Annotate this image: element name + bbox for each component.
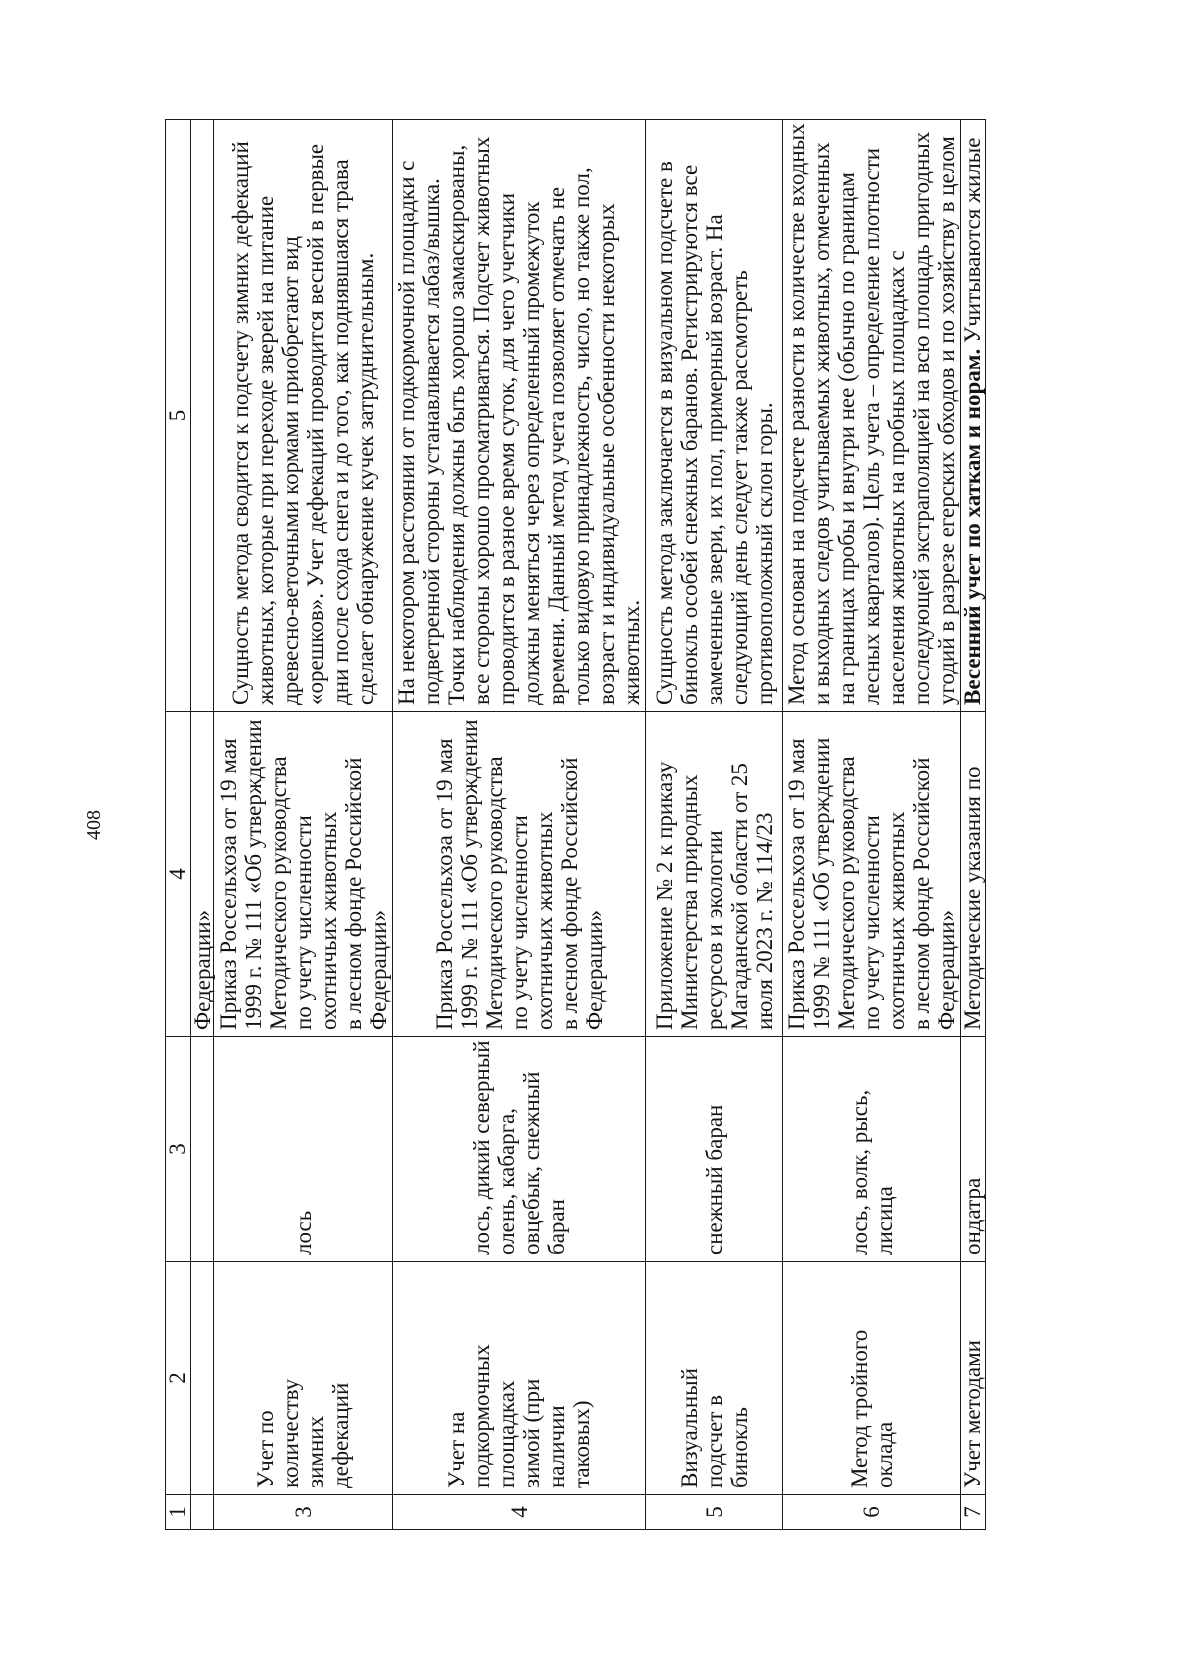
row-number-cell: 4 bbox=[393, 1495, 646, 1530]
continuation-cell-3 bbox=[191, 1037, 214, 1262]
species-cell: лось, дикий северный олень, кабарга, овцебык, снежный баран bbox=[393, 1037, 646, 1262]
continuation-cell-5 bbox=[191, 120, 214, 712]
document-cell: Приложение № 2 к приказу Министерства природных ресурсов и экологии Магаданской области от 25 июля 2023 г. № 114/23 bbox=[646, 712, 783, 1037]
document-cell: Приказ Россельхоза от 19 мая 1999 № 111 «Об утверждении Методического руководства по учету численности охотничьих животных в лесном фонде Российской Федерации» bbox=[783, 712, 961, 1037]
table-row bbox=[961, 120, 986, 1530]
row-number-cell: 5 bbox=[646, 1495, 783, 1530]
species-cell: ондатра bbox=[961, 1037, 986, 1262]
table-row bbox=[783, 120, 961, 1530]
row-number-cell: 7 bbox=[961, 1495, 986, 1530]
description-cell: На некотором расстоянии от подкормочной площадки с подветренной стороны устанавливается лабаз/вышка. Точки наблюдения должны быть хорошо замаскированы, все стороны хорошо просматриваться. Подсчет животных проводится в разное время суток, для чего учетчики должны меняться через определенный промежуток времени. Данный метод учета позволяет отмечать не только видовую принадлежность, число, но также пол, возраст и индивидуальные особенности некоторых животных. bbox=[393, 120, 646, 712]
method-cell: Учет на подкормочных площадках зимой (при наличии таковых) bbox=[393, 1262, 646, 1495]
header-col-3: 3 bbox=[166, 1037, 191, 1262]
description-cell: Сущность метода сводится к подсчету зимних дефекаций животных, которые при переходе зверей на питание древесно-веточными кормами приобретают вид «орешков». Учет дефекаций проводится весной в первые дни после схода снега и до того, как поднявшаяся трава сделает обнаружение кучек затруднительным. bbox=[214, 120, 393, 712]
method-cell: Визуальный подсчет в бинокль bbox=[646, 1262, 783, 1495]
header-col-5: 5 bbox=[166, 120, 191, 712]
description-bold-text: Весенний учет по хаткам и норам. bbox=[960, 348, 985, 705]
page-number: 408 bbox=[83, 810, 105, 840]
species-cell: лось, волк, рысь, лисица bbox=[783, 1037, 961, 1262]
continuation-cell-1 bbox=[191, 1495, 214, 1530]
header-col-1: 1 bbox=[166, 1495, 191, 1530]
species-cell: лось bbox=[214, 1037, 393, 1262]
table-header-row bbox=[166, 120, 191, 1530]
continuation-cell-2 bbox=[191, 1262, 214, 1495]
description-text: Учитываются жилые bbox=[960, 137, 985, 349]
row-number-cell: 6 bbox=[783, 1495, 961, 1530]
method-cell: Метод тройного оклада bbox=[783, 1262, 961, 1495]
continuation-document-cell: Федерации» bbox=[191, 712, 214, 1037]
document-cell: Приказ Россельхоза от 19 мая 1999 г. № 111 «Об утверждении Методического руководства по учету численности охотничьих животных в лесном фонде Российской Федерации» bbox=[214, 712, 393, 1037]
method-cell: Учет по количеству зимних дефекаций bbox=[214, 1262, 393, 1495]
table-row bbox=[646, 120, 783, 1530]
table-row bbox=[393, 120, 646, 1530]
table-row bbox=[214, 120, 393, 1530]
description-cell: Сущность метода заключается в визуальном подсчете в бинокль особей снежных баранов. Регистрируются все замеченные звери, их пол, примерный возраст. На следующий день следует также рассмотреть противоположный склон горы. bbox=[646, 120, 783, 712]
accounting-methods-table bbox=[165, 119, 986, 1530]
document-cell: Методические указания по bbox=[961, 712, 986, 1037]
row-number-cell: 3 bbox=[214, 1495, 393, 1530]
description-cell: Метод основан на подсчете разности в количестве входных и выходных следов учитываемых животных, отмеченных на границах пробы и внутри нее (обычно по границам лесных кварталов). Цель учета – определение плотности населения животных на пробных площадках с последующей экстраполяцией на всю площадь пригодных угодий в разрезе егерских обходов и по хозяйству в целом bbox=[783, 120, 961, 712]
species-cell: снежный баран bbox=[646, 1037, 783, 1262]
document-cell: Приказ Россельхоза от 19 мая 1999 г. № 111 «Об утверждении Методического руководства по учету численности охотничьих животных в лесном фонде Российской Федерации» bbox=[393, 712, 646, 1037]
table-row-continuation bbox=[191, 120, 214, 1530]
method-cell: Учет методами bbox=[961, 1262, 986, 1495]
table-body bbox=[166, 120, 986, 1530]
header-col-2: 2 bbox=[166, 1262, 191, 1495]
description-cell bbox=[961, 120, 986, 712]
header-col-4: 4 bbox=[166, 712, 191, 1037]
